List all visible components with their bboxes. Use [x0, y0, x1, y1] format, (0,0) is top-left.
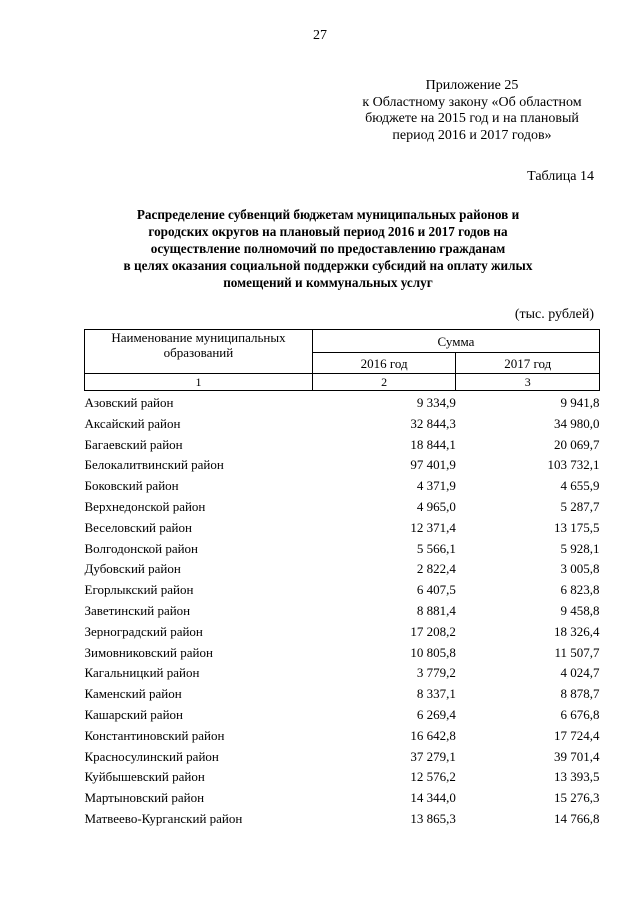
table-row [85, 455, 600, 476]
municipality-name: Красносулинский район [84, 748, 219, 764]
municipality-name: Зимовниковский район [84, 644, 213, 660]
table-row [85, 580, 600, 601]
value-2016: 5 566,1 [416, 540, 456, 556]
value-2016: 4 965,0 [416, 498, 456, 514]
column-number-2: 2 [312, 374, 455, 391]
value-2017: 13 175,5 [554, 519, 600, 535]
municipality-name: Веселовский район [84, 519, 192, 535]
value-2016: 12 576,2 [410, 769, 456, 785]
value-2017: 3 005,8 [560, 561, 600, 577]
title-line: в целях оказания социальной поддержки субсидий на оплату жилых [123, 258, 533, 273]
column-number-3: 3 [456, 374, 600, 391]
value-2017: 17 724,4 [554, 727, 600, 743]
value-2016: 4 371,9 [416, 478, 456, 494]
table-row [85, 497, 600, 518]
table-row [85, 684, 600, 705]
table-row [85, 705, 600, 726]
appendix-note [322, 78, 622, 144]
table-row [85, 476, 600, 497]
municipality-name: Кагальницкий район [84, 665, 200, 681]
value-2017: 11 507,7 [554, 644, 600, 660]
value-2016: 8 337,1 [416, 686, 456, 702]
municipality-name: Белокалитвинский район [84, 457, 224, 473]
value-2017: 6 823,8 [560, 582, 600, 598]
document-title [88, 206, 568, 291]
table-row [85, 414, 600, 435]
value-2017: 6 676,8 [560, 706, 600, 722]
subsidy-table [84, 329, 600, 830]
table-row [85, 601, 600, 622]
table-row [85, 643, 600, 664]
value-2016: 16 642,8 [410, 727, 456, 743]
value-2016: 10 805,8 [410, 644, 456, 660]
units-label: (тыс. рублей) [514, 307, 594, 322]
value-2016: 32 844,3 [410, 415, 456, 431]
value-2016: 37 279,1 [410, 748, 456, 764]
value-2017: 5 928,1 [560, 540, 600, 556]
table-label: Таблица 14 [527, 169, 594, 184]
value-2016: 17 208,2 [410, 623, 456, 639]
value-2017: 13 393,5 [554, 769, 600, 785]
header-year-2017: 2017 год [456, 353, 600, 374]
value-2017: 8 878,7 [560, 686, 600, 702]
table-row [85, 435, 600, 456]
municipality-name: Мартыновский район [84, 790, 205, 806]
municipality-name: Аксайский район [84, 415, 181, 431]
header-name: Наименование муниципальных образований [85, 330, 313, 374]
header-year-2016: 2016 год [312, 353, 455, 374]
appendix-line: период 2016 и 2017 годов» [392, 127, 552, 143]
value-2017: 9 458,8 [560, 602, 600, 618]
table-body [85, 391, 600, 830]
value-2016: 8 881,4 [416, 602, 456, 618]
value-2017: 5 287,7 [560, 498, 600, 514]
value-2016: 6 407,5 [416, 582, 456, 598]
appendix-line: к Областному закону «Об областном [362, 94, 582, 110]
table-row [85, 559, 600, 580]
title-line: Распределение субвенций бюджетам муниципальных районов и [136, 207, 520, 222]
value-2017: 4 024,7 [560, 665, 600, 681]
value-2016: 2 822,4 [416, 561, 456, 577]
municipality-name: Дубовский район [84, 561, 181, 577]
table-row [85, 726, 600, 747]
municipality-name: Егорлыкский район [84, 582, 194, 598]
column-number-1: 1 [85, 374, 313, 391]
table-row [85, 663, 600, 684]
table-row [85, 622, 600, 643]
table-row [85, 539, 600, 560]
municipality-name: Кашарский район [84, 706, 183, 722]
municipality-name: Заветинский район [84, 602, 191, 618]
title-line: городских округов на плановый период 2016 и 2017 годов на [148, 224, 508, 239]
value-2017: 15 276,3 [554, 790, 600, 806]
title-line: осуществление полномочий по предоставлению гражданам [150, 241, 506, 256]
value-2017: 4 655,9 [560, 478, 600, 494]
municipality-name: Каменский район [84, 686, 182, 702]
header-sum: Сумма [312, 330, 599, 353]
value-2017: 39 701,4 [554, 748, 600, 764]
value-2017: 14 766,8 [554, 810, 600, 826]
appendix-line: бюджете на 2015 год и на плановый [365, 111, 579, 126]
municipality-name: Матвеево-Курганский район [84, 810, 243, 826]
title-line: помещений и коммунальных услуг [223, 275, 433, 290]
value-2017: 18 326,4 [554, 623, 600, 639]
municipality-name: Азовский район [84, 395, 174, 410]
municipality-name: Боковский район [84, 478, 179, 494]
value-2017: 20 069,7 [554, 436, 600, 452]
page-number: 27 [313, 28, 327, 43]
value-2017: 34 980,0 [554, 415, 600, 431]
table-row [85, 391, 600, 414]
value-2016: 97 401,9 [410, 457, 456, 473]
value-2016: 18 844,1 [410, 436, 456, 452]
table-row [85, 809, 600, 830]
municipality-name: Куйбышевский район [84, 769, 205, 785]
appendix-line: Приложение 25 [425, 78, 519, 93]
table-row [85, 788, 600, 809]
value-2016: 9 334,9 [416, 395, 456, 410]
table-row [85, 767, 600, 788]
municipality-name: Верхнедонской район [84, 498, 206, 514]
value-2016: 3 779,2 [416, 665, 456, 681]
municipality-name: Волгодонской район [84, 540, 199, 556]
municipality-name: Зерноградский район [84, 623, 203, 639]
value-2016: 6 269,4 [416, 706, 456, 722]
municipality-name: Константиновский район [84, 727, 225, 743]
table-row [85, 747, 600, 768]
value-2016: 12 371,4 [410, 519, 456, 535]
value-2017: 103 732,1 [547, 457, 600, 473]
municipality-name: Багаевский район [84, 436, 183, 452]
table-row [85, 518, 600, 539]
value-2017: 9 941,8 [560, 395, 600, 410]
value-2016: 13 865,3 [410, 810, 456, 826]
value-2016: 14 344,0 [410, 790, 456, 806]
